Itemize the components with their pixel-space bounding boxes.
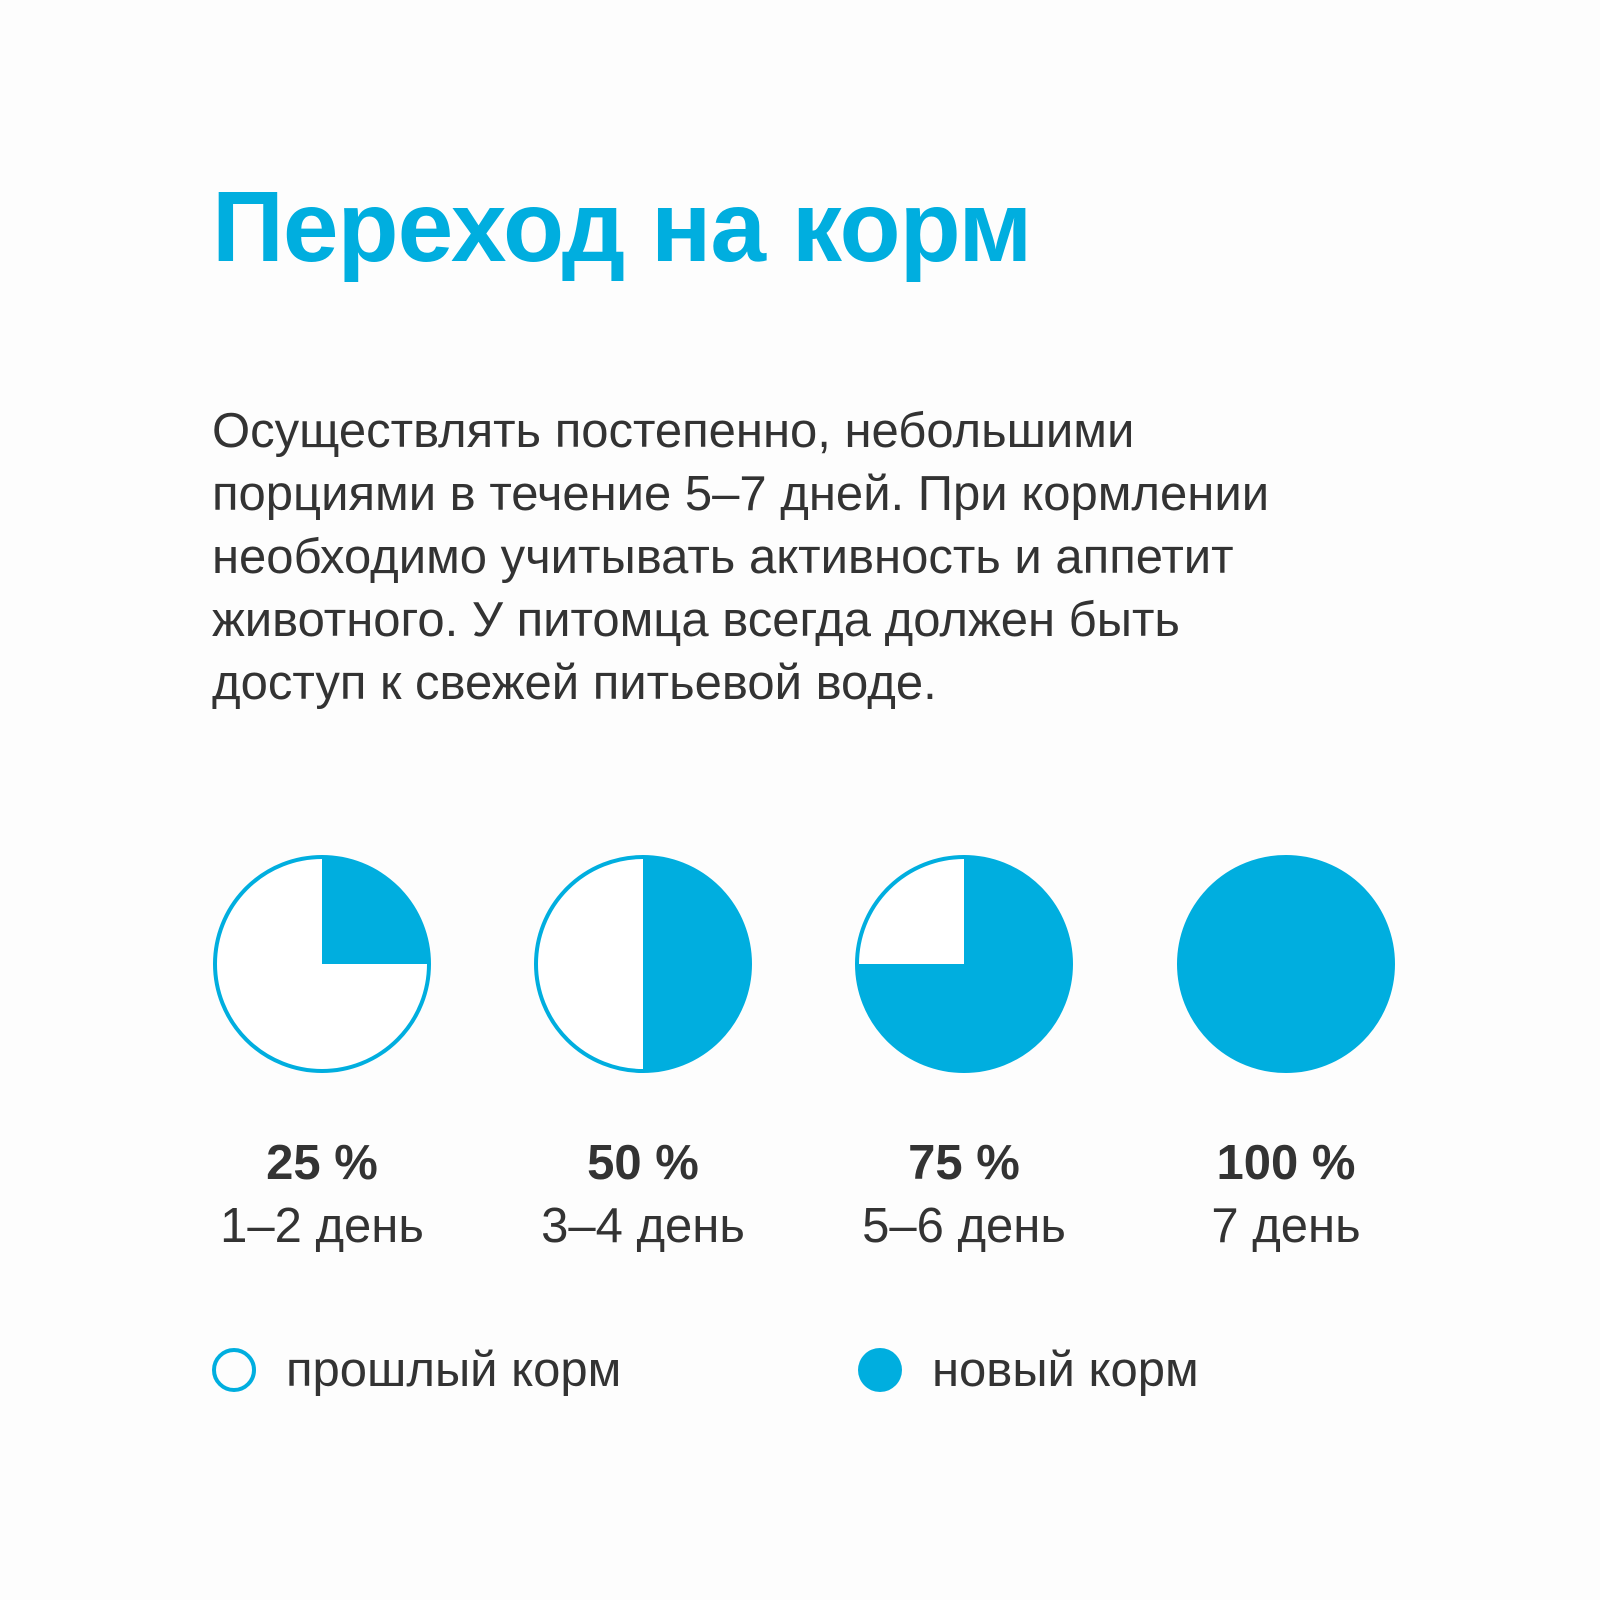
pie-3	[857, 857, 1071, 1071]
pie-label-1	[162, 1132, 482, 1258]
intro-line: порциями в течение 5–7 дней. При кормлении	[212, 467, 1270, 521]
pie-4	[1179, 857, 1393, 1071]
intro-line: доступ к свежей питьевой воде.	[212, 656, 937, 710]
intro-line: необходимо учитывать активность и аппетит	[212, 530, 1234, 584]
pie-percent-label: 100 %	[1216, 1136, 1356, 1190]
intro-line: Осуществлять постепенно, небольшими	[212, 404, 1135, 458]
legend-item-new	[858, 1342, 1199, 1398]
pie-days-label: 7 день	[1211, 1199, 1361, 1253]
pie-slice-new	[643, 857, 750, 1071]
pie-label-4	[1126, 1132, 1446, 1258]
outline-circle-icon	[212, 1348, 256, 1392]
legend-item-old	[212, 1342, 621, 1398]
pie-label-2	[483, 1132, 803, 1258]
pie-percent-label: 25 %	[266, 1136, 378, 1190]
intro-line: животного. У питомца всегда должен быть	[212, 593, 1180, 647]
legend-new-label: новый корм	[932, 1343, 1199, 1397]
pie-days-label: 5–6 день	[862, 1199, 1066, 1253]
page-title: Переход на корм	[212, 171, 1032, 283]
pie-days-label: 3–4 день	[541, 1199, 745, 1253]
pie-label-3	[804, 1132, 1124, 1258]
legend-old-label: прошлый корм	[286, 1343, 622, 1397]
filled-circle-icon	[858, 1348, 902, 1392]
pie-percent-label: 75 %	[908, 1136, 1020, 1190]
pie-days-label: 1–2 день	[220, 1199, 424, 1253]
pie-1	[215, 857, 429, 1071]
pie-percent-label: 50 %	[587, 1136, 699, 1190]
pie-2	[536, 857, 750, 1071]
